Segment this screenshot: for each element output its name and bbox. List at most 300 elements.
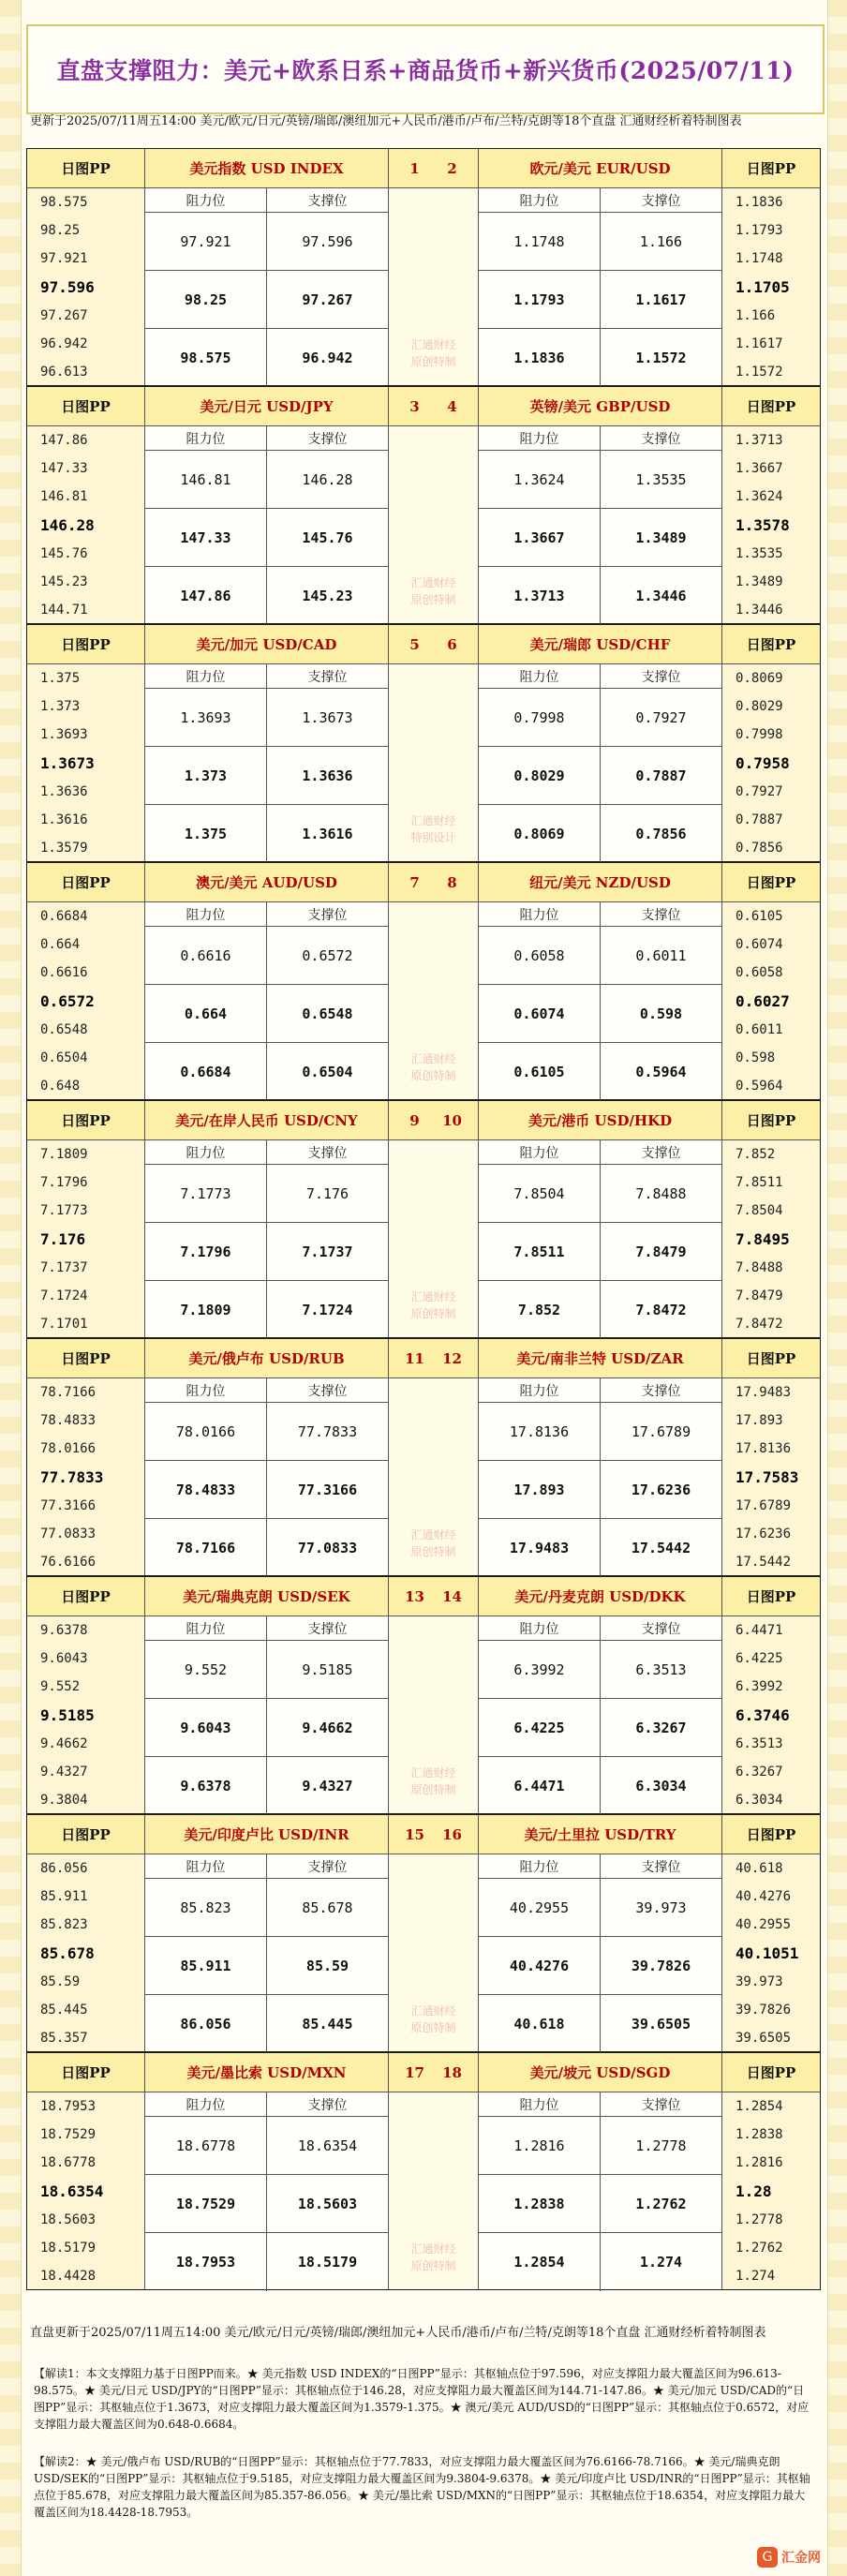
- support-header: 支撑位: [641, 431, 681, 447]
- level-row: [479, 329, 721, 387]
- table-body: [145, 1403, 388, 1577]
- pp-level: 9.6378: [40, 1622, 88, 1638]
- right-levels-table: [479, 1101, 722, 1337]
- resistance-value: 18.6778: [145, 2117, 267, 2174]
- pp-level: 96.613: [40, 365, 88, 380]
- level-row: [145, 1641, 388, 1699]
- table-header: [479, 1140, 721, 1165]
- support-value: 7.176: [305, 1184, 349, 1202]
- watermark-line: 原创特制: [410, 593, 456, 606]
- right-levels-table: [479, 1815, 722, 2051]
- support-value: 39.6505: [631, 2016, 691, 2033]
- pp-level: 9.5185: [40, 1706, 95, 1725]
- pair-section: [26, 2052, 821, 2290]
- pp-level: 0.7958: [736, 754, 790, 773]
- support-value: 17.6236: [631, 1481, 691, 1498]
- left-ripp-column: [27, 1339, 145, 1575]
- pp-levels-list: [722, 1854, 820, 2053]
- section-number-right: 10: [442, 1111, 462, 1129]
- resistance-value: 85.823: [145, 1879, 267, 1936]
- level-row: [145, 1165, 388, 1223]
- right-levels-table: [479, 149, 722, 385]
- support-value: 1.1617: [635, 290, 687, 308]
- table-body: [145, 927, 388, 1101]
- support-value: 1.3616: [302, 826, 353, 842]
- pp-level: 97.267: [40, 307, 88, 323]
- level-row: [479, 2233, 721, 2291]
- section-numbers: [389, 625, 478, 664]
- support-header: 支撑位: [641, 1145, 681, 1161]
- pair-name: 美元/在岸人民币 USD/CNY: [175, 1112, 358, 1129]
- pp-level: 1.166: [736, 307, 776, 323]
- support-header: 支撑位: [641, 907, 681, 923]
- pp-level: 7.8488: [736, 1259, 783, 1275]
- support-value: 0.7887: [635, 767, 687, 784]
- table-body: [145, 1641, 388, 1815]
- pp-level: 7.8511: [736, 1174, 783, 1190]
- table-header: [479, 902, 721, 927]
- resistance-value: 0.8029: [479, 747, 601, 804]
- level-row: [145, 2117, 388, 2175]
- ripp-header: 日图PP: [722, 1577, 820, 1616]
- pp-level: 96.942: [40, 336, 88, 352]
- ripp-header: 日图PP: [27, 863, 144, 902]
- right-ripp-column: [722, 863, 820, 1099]
- pp-level: 17.5442: [736, 1555, 792, 1571]
- right-ripp-column: [722, 625, 820, 861]
- ripp-header: 日图PP: [722, 1339, 820, 1378]
- level-row: [479, 927, 721, 985]
- interpretation-note-2: 【解读2：★ 美元/俄卢布 USD/RUB的“日图PP”显示：其枢轴点位于77.7833，对应支撑阻力最大覆盖区间为76.6166-78.7166。★ 美元/瑞典克朗 USD/SEK的“日图PP”显示：其枢轴点位于9.5185，对应支撑阻力最大覆盖区间为9.3804-9.6378。★ 美元/印度卢比 USD/INR的“日图PP”显示：其枢轴点位于85.678，对应支撑阻力最大覆盖区间为85.357-86.056。★ 美元/墨比索 USD/MXN的“日图PP”显示：其枢轴点位于18.6354，对应支撑阻力最大覆盖区间为18.4428-18.7953。: [34, 2455, 810, 2519]
- pair-name: 美元/瑞典克朗 USD/SEK: [183, 1588, 350, 1605]
- pp-level: 1.1617: [736, 336, 783, 352]
- pp-level: 147.33: [40, 460, 88, 476]
- level-row: [145, 805, 388, 863]
- pair-name: 美元/加元 USD/CAD: [196, 636, 337, 653]
- section-number-left: 1: [409, 159, 420, 177]
- pp-level: 0.598: [736, 1050, 776, 1066]
- pair-name: 纽元/美元 NZD/USD: [529, 874, 671, 891]
- right-levels-table: [479, 863, 722, 1099]
- pp-level: 1.3616: [40, 812, 88, 828]
- left-levels-table: [145, 1101, 389, 1337]
- resistance-value: 6.4471: [479, 1757, 601, 1815]
- resistance-value: 18.7953: [145, 2233, 267, 2291]
- support-header: 支撑位: [641, 1383, 681, 1399]
- table-header: [145, 902, 388, 927]
- section-number-left: 5: [409, 635, 420, 653]
- resistance-value: 0.664: [145, 985, 267, 1042]
- pair-name-header: [145, 1339, 388, 1378]
- left-ripp-column: [27, 1815, 145, 2051]
- level-row: [479, 1281, 721, 1339]
- pair-name-header: [145, 2053, 388, 2092]
- support-value: 7.1724: [302, 1302, 353, 1318]
- watermark-text: [389, 1526, 478, 1560]
- resistance-value: 0.6058: [479, 927, 601, 984]
- right-ripp-column: [722, 149, 820, 385]
- pp-level: 7.176: [40, 1230, 86, 1249]
- right-ripp-column: [722, 387, 820, 623]
- support-value: 145.76: [302, 529, 353, 546]
- pair-name: 美元/丹麦克朗 USD/DKK: [514, 1588, 686, 1605]
- watermark-line: 特别设计: [410, 831, 456, 844]
- pp-level: 1.3579: [40, 841, 88, 856]
- pp-level: 1.2816: [736, 2155, 783, 2171]
- level-row: [479, 1519, 721, 1577]
- resistance-value: 1.3667: [479, 509, 601, 566]
- pp-level: 6.4471: [736, 1622, 783, 1638]
- resistance-value: 78.0166: [145, 1403, 267, 1460]
- support-value: 7.8479: [635, 1243, 687, 1260]
- pp-levels-list: [722, 1378, 820, 1577]
- support-header: 支撑位: [641, 669, 681, 685]
- table-body: [479, 213, 721, 387]
- left-ripp-column: [27, 863, 145, 1099]
- level-row: [479, 985, 721, 1043]
- watermark-line: 汇通财经: [410, 2242, 456, 2256]
- pp-level: 1.3636: [40, 783, 88, 799]
- resistance-value: 1.2838: [479, 2175, 601, 2232]
- resistance-value: 9.6043: [145, 1699, 267, 1756]
- section-numbers: [389, 2053, 478, 2092]
- right-ripp-column: [722, 1101, 820, 1337]
- pp-level: 7.8495: [736, 1230, 790, 1249]
- level-row: [479, 689, 721, 747]
- support-header: 支撑位: [641, 1621, 681, 1637]
- table-header: [145, 1854, 388, 1879]
- table-body: [145, 689, 388, 863]
- resistance-header: 阻力位: [479, 1140, 601, 1164]
- support-value: 6.3267: [635, 1719, 687, 1736]
- table-body: [479, 927, 721, 1101]
- section-number-left: 15: [405, 1825, 424, 1843]
- pp-level: 78.0166: [40, 1441, 97, 1457]
- ripp-header: 日图PP: [722, 149, 820, 188]
- section-number-left: 13: [405, 1587, 424, 1605]
- pp-level: 0.664: [40, 936, 81, 952]
- pair-name: 美元/墨比索 USD/MXN: [186, 2064, 347, 2081]
- resistance-value: 1.3624: [479, 451, 601, 508]
- resistance-value: 7.1809: [145, 1281, 267, 1339]
- level-row: [479, 1403, 721, 1461]
- pp-level: 85.823: [40, 1917, 88, 1933]
- table-header: [145, 1616, 388, 1641]
- support-value: 0.7927: [635, 708, 687, 726]
- resistance-value: 0.8069: [479, 805, 601, 863]
- pp-level: 97.596: [40, 278, 95, 297]
- left-levels-table: [145, 1815, 389, 2051]
- left-ripp-column: [27, 2053, 145, 2289]
- pair-name: 美元/日元 USD/JPY: [200, 398, 334, 415]
- interpretation-note-1: 【解读1：本文支撑阻力基于日图PP而来。★ 美元指数 USD INDEX的“日图PP”显示：其枢轴点位于97.596，对应支撑阻力最大覆盖区间为96.613-98.575。★ 美元/日元 USD/JPY的“日图PP”显示：其枢轴点位于146.28，对应支撑阻力最大覆盖区间为144.71-147.86。★ 美元/加元 USD/CAD的“日图PP”显示：其枢轴点位于1.3673，对应支撑阻力最大覆盖区间为1.3579-1.375。★ 澳元/美元 AUD/USD的“日图PP”显示：其枢轴点位于0.6572，对应支撑阻力最大覆盖区间为0.648-0.6684。: [34, 2367, 810, 2431]
- pp-level: 0.648: [40, 1079, 81, 1094]
- resistance-value: 97.921: [145, 213, 267, 270]
- right-levels-table: [479, 1577, 722, 1813]
- support-value: 17.5442: [631, 1540, 691, 1556]
- support-value: 1.166: [639, 232, 683, 250]
- resistance-header: 阻力位: [145, 902, 267, 926]
- table-header: [145, 1140, 388, 1165]
- pp-level: 18.7529: [40, 2126, 97, 2142]
- level-row: [479, 1937, 721, 1995]
- pp-level: 39.973: [736, 1973, 783, 1989]
- pair-name-header: [479, 149, 721, 188]
- support-value: 1.3489: [635, 529, 687, 546]
- section-numbers: [389, 1815, 478, 1854]
- pp-level: 0.6548: [40, 1021, 88, 1037]
- support-value: 9.5185: [302, 1660, 353, 1678]
- section-number-left: 3: [409, 397, 420, 415]
- table-header: [479, 1378, 721, 1403]
- section-number-right: 4: [447, 397, 457, 415]
- pp-level: 6.3513: [736, 1735, 783, 1751]
- pp-level: 0.7856: [736, 841, 783, 856]
- level-row: [145, 1995, 388, 2053]
- level-row: [479, 1641, 721, 1699]
- pp-level: 9.3804: [40, 1793, 88, 1809]
- section-number-left: 7: [409, 873, 420, 891]
- support-value: 96.942: [302, 350, 353, 366]
- pp-level: 0.7998: [736, 727, 783, 743]
- title-box: [26, 24, 825, 114]
- table-header: [479, 2092, 721, 2117]
- watermark-line: 原创特制: [410, 1545, 456, 1558]
- support-value: 18.6354: [297, 2137, 358, 2154]
- support-header: 支撑位: [307, 431, 348, 447]
- pp-level: 9.4662: [40, 1735, 88, 1751]
- support-value: 0.6011: [635, 946, 687, 964]
- pair-name-header: [145, 1101, 388, 1140]
- resistance-value: 0.7998: [479, 689, 601, 746]
- pp-level: 18.6354: [40, 2182, 104, 2201]
- pp-level: 97.921: [40, 251, 88, 267]
- level-row: [479, 2117, 721, 2175]
- table-header: [145, 188, 388, 213]
- pp-level: 0.5964: [736, 1079, 783, 1094]
- ripp-header: 日图PP: [27, 2053, 144, 2092]
- pair-name-header: [145, 863, 388, 902]
- pp-level: 1.1836: [736, 194, 783, 210]
- resistance-header: 阻力位: [145, 2092, 267, 2116]
- pp-level: 9.552: [40, 1679, 81, 1695]
- resistance-value: 17.8136: [479, 1403, 601, 1460]
- resistance-value: 9.6378: [145, 1757, 267, 1815]
- resistance-value: 0.6616: [145, 927, 267, 984]
- level-row: [479, 1757, 721, 1815]
- pp-levels-list: [27, 426, 144, 625]
- level-row: [145, 1519, 388, 1577]
- level-row: [145, 1043, 388, 1101]
- left-levels-table: [145, 863, 389, 1099]
- level-row: [479, 509, 721, 567]
- pair-name: 美元/印度卢比 USD/INR: [184, 1826, 349, 1843]
- pp-level: 1.3667: [736, 460, 783, 476]
- table-header: [145, 1378, 388, 1403]
- logo-mark-icon: G: [757, 2547, 778, 2568]
- watermark-line: 汇通财经: [410, 338, 456, 351]
- pp-level: 1.3673: [40, 754, 95, 773]
- section-number-column: [389, 2053, 479, 2289]
- pp-levels-list: [722, 1616, 820, 1815]
- ripp-header: 日图PP: [722, 863, 820, 902]
- section-numbers: [389, 1339, 478, 1378]
- pair-name-header: [145, 387, 388, 426]
- resistance-value: 147.33: [145, 509, 267, 566]
- pp-level: 86.056: [40, 1860, 88, 1876]
- pp-level: 18.4428: [40, 2269, 97, 2285]
- level-row: [145, 985, 388, 1043]
- level-row: [145, 1757, 388, 1815]
- pp-level: 7.1796: [40, 1174, 88, 1190]
- section-number-left: 11: [405, 1349, 424, 1367]
- support-value: 97.267: [302, 290, 353, 308]
- level-row: [145, 329, 388, 387]
- level-row: [145, 1879, 388, 1937]
- resistance-value: 0.6074: [479, 985, 601, 1042]
- level-row: [145, 451, 388, 509]
- table-header: [145, 426, 388, 451]
- level-row: [145, 2233, 388, 2291]
- resistance-header: 阻力位: [145, 1616, 267, 1640]
- resistance-value: 1.375: [145, 805, 267, 863]
- pp-level: 0.6616: [40, 965, 88, 981]
- section-numbers: [389, 387, 478, 426]
- pp-levels-list: [27, 902, 144, 1101]
- pp-level: 39.6505: [736, 2031, 792, 2047]
- ripp-header: 日图PP: [722, 1101, 820, 1140]
- ripp-header: 日图PP: [27, 1339, 144, 1378]
- pp-level: 1.1793: [736, 222, 783, 238]
- level-row: [145, 927, 388, 985]
- pair-name: 美元/南非兰特 USD/ZAR: [516, 1350, 684, 1367]
- right-ripp-column: [722, 1577, 820, 1813]
- table-header: [479, 1854, 721, 1879]
- ripp-header: 日图PP: [722, 625, 820, 664]
- support-header: 支撑位: [307, 1859, 348, 1875]
- pp-level: 0.8069: [736, 670, 783, 686]
- watermark-line: 原创特制: [410, 355, 456, 368]
- ripp-header: 日图PP: [27, 625, 144, 664]
- table-header: [145, 664, 388, 689]
- footer-update-line: 直盘更新于2025/07/11周五14:00 美元/欧元/日元/英镑/瑞郎/澳纽加元+人民币/港币/卢布/兰特/克朗等18个直盘 汇通财经析着特制图表: [30, 2326, 766, 2340]
- level-row: [479, 2175, 721, 2233]
- pp-levels-list: [27, 1854, 144, 2053]
- pp-level: 145.23: [40, 574, 88, 590]
- section-number-column: [389, 625, 479, 861]
- support-value: 39.7826: [631, 1957, 691, 1974]
- table-body: [479, 1165, 721, 1339]
- section-numbers: [389, 1577, 478, 1616]
- table-body: [479, 1879, 721, 2053]
- table-body: [145, 1165, 388, 1339]
- pp-level: 1.1572: [736, 365, 783, 380]
- support-header: 支撑位: [307, 193, 348, 209]
- pp-level: 146.28: [40, 516, 95, 535]
- support-value: 1.3446: [635, 588, 687, 604]
- pair-name-header: [479, 863, 721, 902]
- pp-level: 1.3578: [736, 516, 790, 535]
- pp-level: 9.4327: [40, 1764, 88, 1780]
- resistance-value: 0.6684: [145, 1043, 267, 1101]
- resistance-value: 6.3992: [479, 1641, 601, 1698]
- pp-level: 1.28: [736, 2182, 772, 2201]
- pp-levels-list: [722, 902, 820, 1101]
- support-value: 6.3513: [635, 1660, 687, 1678]
- level-row: [145, 509, 388, 567]
- left-levels-table: [145, 2053, 389, 2289]
- section-number-right: 8: [447, 873, 457, 891]
- resistance-value: 1.3713: [479, 567, 601, 625]
- section-number-column: [389, 1101, 479, 1337]
- table-header: [479, 664, 721, 689]
- level-row: [479, 1461, 721, 1519]
- pp-level: 0.6027: [736, 992, 790, 1011]
- pp-level: 1.2778: [736, 2211, 783, 2227]
- left-ripp-column: [27, 387, 145, 623]
- support-value: 18.5179: [297, 2254, 358, 2271]
- support-value: 0.598: [639, 1005, 683, 1022]
- level-row: [145, 1461, 388, 1519]
- resistance-header: 阻力位: [145, 1140, 267, 1164]
- pair-name-header: [479, 1101, 721, 1140]
- left-ripp-column: [27, 1101, 145, 1337]
- resistance-value: 6.4225: [479, 1699, 601, 1756]
- pair-name-header: [145, 1577, 388, 1616]
- pp-level: 0.7887: [736, 812, 783, 828]
- level-row: [145, 689, 388, 747]
- pp-level: 77.3166: [40, 1497, 97, 1513]
- watermark-line: 原创特制: [410, 2259, 456, 2272]
- table-body: [145, 2117, 388, 2291]
- pp-level: 1.3693: [40, 727, 88, 743]
- section-number-column: [389, 1815, 479, 2051]
- pp-levels-list: [722, 426, 820, 625]
- resistance-value: 98.575: [145, 329, 267, 387]
- right-levels-table: [479, 1339, 722, 1575]
- support-value: 1.274: [639, 2254, 683, 2271]
- pair-name: 英镑/美元 GBP/USD: [529, 398, 671, 415]
- ripp-header: 日图PP: [27, 1577, 144, 1616]
- pp-level: 6.3746: [736, 1706, 790, 1725]
- right-levels-table: [479, 625, 722, 861]
- resistance-value: 40.4276: [479, 1937, 601, 1994]
- pp-levels-list: [722, 188, 820, 387]
- level-row: [145, 213, 388, 271]
- table-body: [479, 2117, 721, 2291]
- ripp-header: 日图PP: [27, 387, 144, 426]
- section-number-right: 18: [442, 2063, 462, 2081]
- pair-section: [26, 1100, 821, 1338]
- level-row: [479, 1165, 721, 1223]
- pp-levels-list: [27, 188, 144, 387]
- watermark-text: [389, 2003, 478, 2036]
- pp-levels-list: [722, 2092, 820, 2291]
- ripp-header: 日图PP: [722, 1815, 820, 1854]
- left-ripp-column: [27, 625, 145, 861]
- support-value: 7.8488: [635, 1184, 687, 1202]
- right-ripp-column: [722, 2053, 820, 2289]
- support-value: 85.59: [305, 1957, 349, 1974]
- support-value: 77.3166: [297, 1481, 358, 1498]
- watermark-line: 汇通财经: [410, 576, 456, 589]
- pp-level: 18.5179: [40, 2241, 97, 2256]
- support-header: 支撑位: [307, 1383, 348, 1399]
- level-row: [479, 1043, 721, 1101]
- site-logo: [746, 2545, 821, 2569]
- left-levels-table: [145, 149, 389, 385]
- resistance-value: 7.852: [479, 1281, 601, 1339]
